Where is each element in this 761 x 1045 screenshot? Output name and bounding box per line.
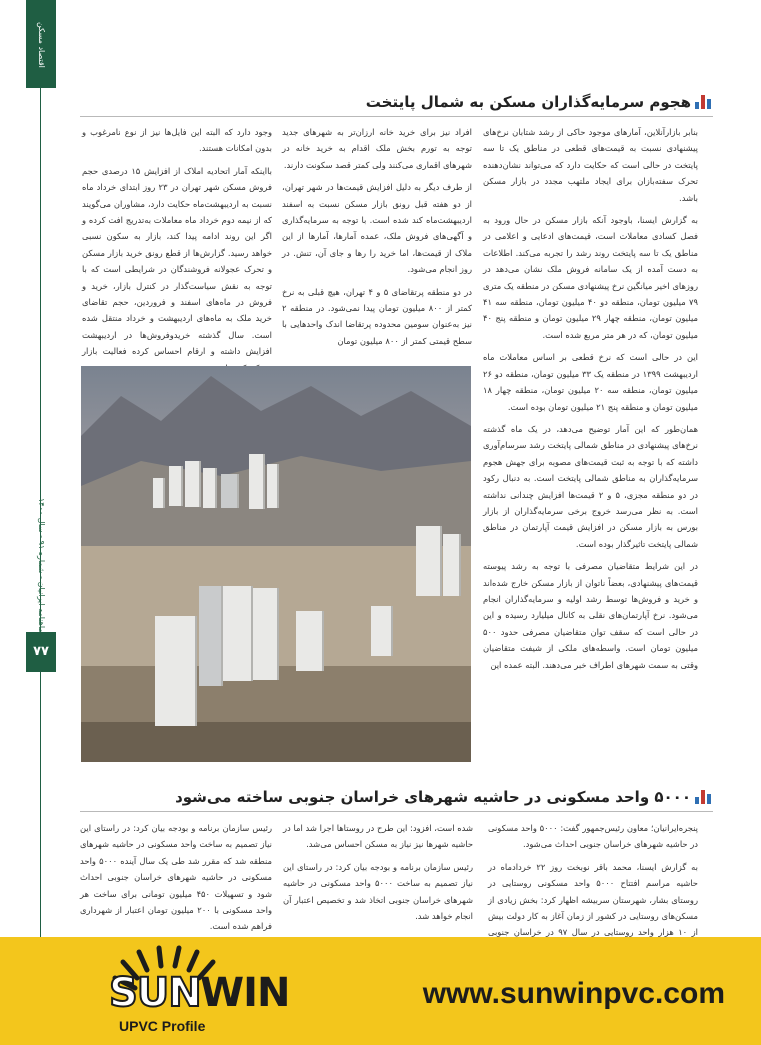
paragraph: به گزارش ایسنا، باوجود آنکه بازار مسکن در حال ورود به فصل کسادی معاملات است، قیمت‌های ادعایی و اعلامی در مناطق یک تا سه پایتخت روند رشد را تجربه می‌کند. اطلاعات به دست آمده از یک سامانه فروش ملک نشان می‌دهد در روزهای اخیر میانگین نرخ پیشنهادی مسکن در منطقه یک متری ۷۹ میلیون تومان، منطقه دو ۴۰ میلیون تومان، منطقه سه ۴۱ میلیون تومان، منطقه چهار ۲۹ میلیون تومان و منطقه پنج ۴۰ میلیون تومان، که در هر متر مربع شده است. [483, 215, 698, 340]
article-2-headline: ۵۰۰۰ واحد مسکونی در حاشیه شهرهای خراسان جنوبی ساخته می‌شود [175, 788, 691, 806]
paragraph: رئیس سازمان برنامه و بودجه بیان کرد: در راستای این نیاز تصمیم به ساخت ۵۰۰۰ واحد مسکونی در حاشیه شهرهای خراسان جنوبی اتخاذ شد و تخصیص اعتبار آن انجام خواهد شد. [283, 861, 473, 922]
article-1-column-3 [82, 124, 272, 364]
website-link[interactable]: www.sunwinpvc.com [422, 977, 725, 1010]
city-skyline-photo [81, 366, 471, 762]
paragraph: در این شرایط متقاضیان مصرفی با توجه به رشد پیوسته قیمت‌های پیشنهادی، بعضاً ناتوان از بازار مسکن خارج شده‌اند و خرید و فروش‌ها توسط رشد اولیه و سرمایه‌گذاران انجام می‌شود. نرخ آپارتمان‌های نقلی به کانال میلیارد رسیده و این در حالی است که سقف توان متقاضیان مصرفی حدود ۵۰۰ میلیون تومان است. واسطه‌های ملکی از شیفت متقاضیان وقتی به سمت شهرهای اطراف خبر می‌دهند. البته عمده این [483, 561, 698, 670]
article-1-headline: هجوم سرمایه‌گذاران مسکن به شمال پایتخت [365, 93, 691, 111]
article-1-column-1 [483, 124, 698, 784]
divider [80, 116, 713, 117]
article-2-column-1 [488, 820, 699, 938]
paragraph: رئیس سازمان برنامه و بودجه بیان کرد: در راستای این نیاز تصمیم به ساخت واحد مسکونی در حاشیه شهرهای منطقه شد که مقرر شد طی یک سال آینده ۵۰۰۰ واحد مسکونی در حاشیه شهرهای خراسان جنوبی احداث شود و تسهیلات ۴۵۰ میلیون تومانی برای ساخت هر واحد مسکونی با ۲۰۰ میلیون تومان اعتبار از شهرداری فراهم شده است. [80, 823, 273, 932]
paragraph: همان‌طور که این آمار توضیح می‌دهد، در یک ماه گذشته نرخ‌های پیشنهادی در مناطق شمالی پایتخت رشد سرسام‌آوری داشته که با توجه به ثبت قیمت‌های مصوبه برای جهش هجوم سرمایه‌گذاران به مناطق شمالی پایتخت است. به دنبال رکود در دو منطقه مجزی، ۵ و ۲ قیمت‌ها افزایش چندانی نداشته است. به نظر می‌رسد خروج برخی سرمایه‌گذاران از بازار بورس به بازار مسکن در افزایش قیمت آپارتمان در مناطق شمالی پایتخت تاثیرگذار بوده است. [483, 423, 699, 549]
paragraph: این در حالی است که نرخ قطعی بر اساس معاملات ماه اردیبهشت ۱۳۹۹ در منطقه یک ۳۳ میلیون تومان، منطقه دو ۲۶ میلیون تومان، منطقه سه ۲۰ میلیون تومان، منطقه چهار ۱۸ میلیون تومان و منطقه پنج ۲۱ میلیون تومان بوده است. [483, 352, 698, 412]
margin-label: ماهنامه ایرانیان - شماره ۹۱ - سال ۱۴۰۰ [37, 497, 46, 633]
divider [80, 811, 713, 812]
page-number: ۷۷ [26, 632, 56, 672]
paragraph: به گزارش ایسنا، محمد باقر نوبخت روز ۲۲ خردادماه در حاشیه مراسم افتتاح ۵۰۰۰ واحد مسکونی روستایی در روستای بشار، شهرستان سربیشه اظهار کرد: بخش زیادی از مسکن‌های روستایی در کشور از زمان آغاز به کار دولت بیش از ۱۰ هزار واحد روستایی در سال ۹۷ در خراسان جنوبی [488, 861, 699, 938]
section-tab [26, 0, 56, 88]
article-1-column-2 [282, 124, 472, 364]
brand-win: WIN [200, 970, 290, 1016]
bar-chart-icon [695, 790, 711, 804]
brand-sun: SUN [109, 970, 201, 1016]
article-2-column-3 [80, 820, 272, 935]
section-tab-label: اقتصاد مسکن [37, 22, 46, 68]
bar-chart-icon [695, 95, 711, 109]
paragraph: بااینکه آمار اتحادیه املاک از افزایش ۱۵ درصدی حجم فروش مسکن شهر تهران در ۲۳ روز ابتدای خرداد ماه نسبت به اردیبهشت‌ماه حکایت دارد، مشاوران می‌گویند که از نیمه دوم خرداد ماه معاملات به‌تدریج افت کرده و اگر این روند ادامه پیدا کند، بازار به سکون نسبی خواهد رسید. گزارش‌ها از قطع رونق خرید بازار مسکن و تحرک عجولانه فروشندگان در شرایطی است که با توجه به نقش سیاست‌گذار در کنترل بازار، خرید و فروش در ماه‌های اسفند و فروردین، حجم تقاضای خرید ملک به ماه‌های اردیبهشت و خرداد منتقل شده است. سال گذشته خریدوفروش‌ها در اردیبهشت افزایش داشته و ارقام احساس کرده فعالیت بازار [82, 165, 272, 357]
sunwin-logo [75, 948, 290, 1038]
paragraph: در دو منطقه پرتقاضای ۵ و ۴ تهران، هیچ قبلی به نرخ کمتر از ۸۰۰ میلیون تومان پیدا نمی‌شود. در منطقه ۲ نیز به‌عنوان سومین محدوده پرتقاضا اندک واحدهایی با سطح قیمتی کمتر از ۸۰۰ میلیون تومان [282, 286, 472, 346]
paragraph: پنجره‌ایرانیان؛ معاون رئیس‌جمهور گفت: ۵۰۰۰ واحد مسکونی در حاشیه شهرهای خراسان جنوبی احداث می‌شود. [488, 823, 698, 850]
paragraph: بنابر بازارآنلاین، آمارهای موجود حاکی از رشد شتابان نرخ‌های پیشنهادی نسبت به قیمت‌های قطعی در مناطق یک تا سه پایتخت در حالی است که حکایت دارد که می‌تواند نشان‌دهنده تحرک سفته‌بازان برای ایجاد ملتهب مجدد در بازار مسکن باشد. [483, 127, 698, 203]
paragraph: افراد نیز برای خرید خانه ارزان‌تر به شهرهای جدید توجه به تورم بخش ملک اقدام به خرید خانه در شهرهای اقماری می‌کنند ولی کمتر قصد سکونت دارند. [282, 127, 472, 170]
paragraph: وجود دارد که البته این فایل‌ها نیز از نوع نامرغوب و بدون امکانات هستند. [82, 127, 272, 154]
article-2-column-2 [283, 820, 473, 935]
brand-tagline: UPVC Profile [119, 1018, 206, 1034]
paragraph: از طرف دیگر به دلیل افزایش قیمت‌ها در شهر تهران، از دو هفته قبل رونق بازار مسکن نسبت به اسفند اردیبهشت‌ماه کند شده است. با توجه به سرمایه‌گذاری و آگهی‌های فروش ملک، عمده آمارها، آمارها از این ملاک از قیمت‌ها، اما خرید را رها و جای آن، تنش. در روز انجام می‌شود. [282, 182, 472, 275]
paragraph: شده است، افزود: این طرح در روستاها اجرا شد اما در حاشیه شهرها نیز نیاز به مسکن احساس می‌شد. [283, 823, 473, 850]
